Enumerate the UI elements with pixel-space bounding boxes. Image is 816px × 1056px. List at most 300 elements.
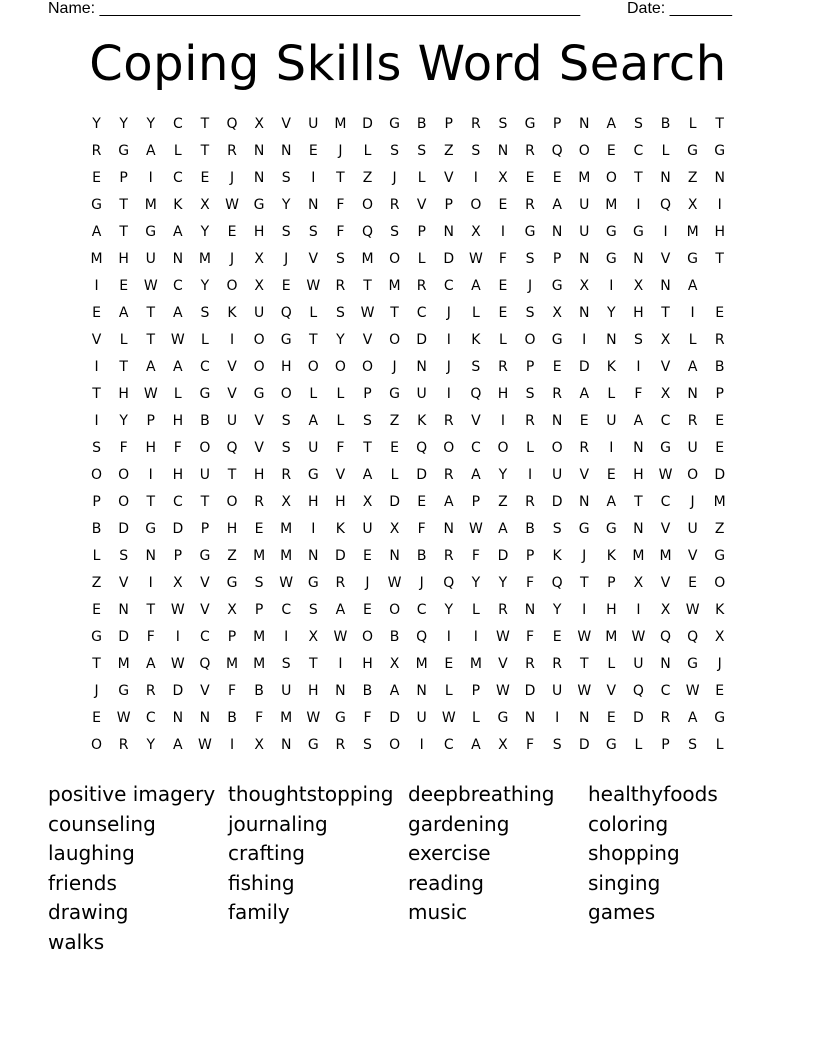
grid-row [83,192,735,219]
grid-letter: G [91,629,102,645]
grid-letter: V [91,332,102,348]
grid-letter: F [255,710,264,726]
grid-letter: U [253,305,265,321]
grid-row [83,678,735,705]
grid-row [83,111,735,138]
grid-letter: D [416,332,428,348]
grid-letter: S [335,305,345,321]
grid-letter: Q [551,143,563,159]
grid-letter: B [389,629,400,645]
word-list-item: family [228,900,290,924]
grid-letter: S [281,656,291,672]
grid-letter: F [336,224,345,240]
grid-letter: V [254,440,264,456]
grid-letter: O [389,602,401,618]
grid-letter: C [660,683,671,699]
grid-letter: P [607,575,616,591]
grid-letter: D [633,710,644,726]
grid-letter: H [335,494,346,510]
grid-letter: M [253,629,266,645]
grid-letter: X [254,116,264,132]
grid-letter: G [497,710,509,726]
grid-letter: V [200,602,210,618]
grid-letter: S [471,143,481,159]
grid-letter: J [527,278,533,294]
grid-letter: K [606,359,616,375]
grid-letter: E [552,629,562,645]
grid-letter: X [660,332,671,348]
grid-letter: S [335,251,345,267]
grid-letter: H [308,494,319,510]
word-list [48,780,768,957]
grid-letter: L [499,332,507,348]
grid-letter: A [471,737,481,753]
grid-letter: N [524,602,536,618]
grid-row [83,732,735,759]
grid-letter: A [443,494,454,510]
word-list-item: positive imagery [48,782,216,806]
grid-letter: W [279,575,294,591]
grid-letter: L [119,332,128,348]
grid-letter: A [173,737,183,753]
grid-letter: G [605,224,617,240]
grid-letter: O [253,332,265,348]
grid-letter: X [227,602,237,618]
grid-letter: C [281,602,292,618]
grid-letter: R [687,413,698,429]
grid-letter: E [390,440,399,456]
grid-letter: A [173,305,183,321]
grid-letter: Q [632,683,644,699]
grid-letter: J [284,251,289,267]
grid-letter: Y [92,116,101,132]
grid-letter: Q [660,629,672,645]
grid-letter: T [661,305,670,321]
grid-letter: E [363,602,372,618]
grid-letter: V [606,683,617,699]
grid-row [83,327,735,354]
grid-letter: L [607,656,616,672]
grid-letter: Q [199,656,211,672]
grid-letter: J [392,170,397,186]
grid-letter: I [229,332,235,348]
grid-letter: V [660,575,671,591]
grid-letter: U [633,656,644,672]
grid-letter: A [173,224,183,240]
grid-letter: S [281,224,291,240]
grid-letter: R [443,548,454,564]
grid-letter: C [416,305,427,321]
grid-letter: E [227,224,237,240]
grid-letter: G [307,575,319,591]
grid-letter: Y [200,278,210,294]
grid-letter: T [146,494,156,510]
word-list-item: reading [408,870,484,895]
grid-letter: N [389,548,400,564]
grid-letter: U [552,467,563,483]
grid-letter: Q [280,305,292,321]
grid-letter: Z [362,170,373,186]
grid-letter: D [362,116,373,132]
grid-letter: G [389,116,400,132]
grid-letter: T [309,332,318,348]
grid-letter: F [498,251,507,267]
grid-letter: E [715,305,725,321]
grid-letter: P [471,494,481,510]
grid-letter: G [118,143,130,159]
grid-letter: M [280,548,293,564]
grid-letter: I [473,170,478,186]
grid-letter: T [579,575,589,591]
grid-letter: O [226,494,238,510]
grid-letter: W [170,332,185,348]
grid-letter: D [172,521,184,537]
grid-letter: E [688,575,698,591]
grid-letter: Z [714,521,725,537]
grid-letter: W [685,602,700,618]
grid-letter: Y [146,737,156,753]
grid-letter: D [389,710,400,726]
grid-row [83,705,735,732]
grid-letter: W [198,737,212,753]
grid-letter: M [361,251,374,267]
grid-letter: G [605,251,617,267]
grid-letter: E [715,413,725,429]
grid-letter: G [91,197,102,213]
grid-letter: J [365,575,370,591]
grid-letter: A [606,116,617,132]
grid-letter: N [145,548,156,564]
grid-letter: M [578,170,591,186]
grid-letter: N [578,494,590,510]
grid-letter: W [306,278,321,294]
grid-letter: U [687,440,698,456]
grid-letter: N [660,656,671,672]
grid-letter: D [714,467,726,483]
grid-letter: N [660,170,671,186]
grid-letter: M [253,656,266,672]
grid-letter: M [334,116,347,132]
grid-letter: V [579,467,590,483]
grid-letter: R [714,332,725,348]
grid-letter: B [714,359,725,375]
grid-letter: N [687,386,698,402]
grid-letter: G [307,467,319,483]
grid-letter: L [336,386,345,402]
grid-letter: N [308,197,319,213]
grid-letter: G [687,143,699,159]
grid-letter: Z [227,548,237,564]
grid-letter: S [363,413,372,429]
grid-row [83,408,735,435]
grid-letter: L [309,386,318,402]
grid-letter: N [280,737,292,753]
grid-letter: S [525,251,535,267]
grid-letter: B [200,413,210,429]
grid-letter: X [633,278,644,294]
grid-letter: O [714,575,726,591]
grid-letter: B [362,683,373,699]
grid-letter: I [94,359,99,375]
grid-letter: S [552,737,562,753]
grid-letter: Y [119,413,128,429]
grid-letter: O [91,467,103,483]
grid-letter: S [119,548,129,564]
grid-letter: E [254,521,264,537]
grid-letter: Q [416,440,428,456]
grid-letter: Y [498,575,508,591]
grid-letter: A [471,278,481,294]
grid-letter: P [119,170,128,186]
grid-letter: C [200,359,210,375]
grid-letter: W [387,575,402,591]
grid-letter: U [308,440,319,456]
grid-letter: G [145,224,157,240]
grid-letter: H [633,467,644,483]
grid-letter: M [225,656,239,672]
grid-letter: A [173,359,183,375]
grid-letter: M [605,197,618,213]
grid-letter: R [525,143,535,159]
grid-letter: E [715,440,725,456]
grid-letter: J [582,548,587,564]
grid-letter: Q [470,386,482,402]
grid-letter: X [308,629,319,645]
grid-letter: N [280,143,292,159]
grid-letter: G [632,224,644,240]
grid-letter: L [607,386,616,402]
grid-letter: O [470,197,482,213]
grid-letter: P [471,683,481,699]
grid-letter: W [116,710,131,726]
grid-letter: P [173,548,183,564]
grid-letter: G [253,386,265,402]
grid-letter: P [227,629,237,645]
grid-letter: E [417,494,427,510]
grid-letter: I [446,332,451,348]
grid-letter: N [551,224,563,240]
grid-letter: C [660,494,671,510]
grid-letter: U [416,710,427,726]
grid-letter: M [415,656,428,672]
grid-letter: X [552,305,562,321]
grid-letter: L [634,737,643,753]
grid-letter: V [308,251,319,267]
grid-letter: N [443,224,454,240]
grid-letter: R [254,494,264,510]
grid-letter: W [496,629,510,645]
grid-letter: K [552,548,562,564]
grid-letter: S [471,359,481,375]
grid-letter: A [687,710,698,726]
grid-letter: A [91,224,102,240]
grid-letter: N [443,521,454,537]
grid-letter: U [281,683,292,699]
grid-letter: Y [607,305,616,321]
grid-letter: H [226,521,238,537]
grid-letter: H [606,602,617,618]
grid-letter: X [714,629,725,645]
grid-letter: F [146,629,155,645]
grid-letter: U [552,683,563,699]
grid-letter: T [119,224,128,240]
grid-row [83,597,735,624]
grid-letter: G [524,116,536,132]
grid-letter: W [577,683,592,699]
grid-letter: L [173,143,182,159]
grid-letter: T [336,170,345,186]
grid-letter: R [335,737,346,753]
grid-letter: G [199,548,211,564]
grid-letter: K [606,548,616,564]
grid-row [83,138,735,165]
grid-row [83,165,735,192]
grid-letter: G [714,548,726,564]
grid-letter: N [118,602,129,618]
grid-letter: F [526,629,535,645]
grid-letter: I [284,629,289,645]
grid-letter: D [416,467,428,483]
grid-letter: L [92,548,101,564]
grid-letter: Z [389,413,400,429]
grid-letter: G [334,710,346,726]
grid-letter: O [361,359,373,375]
grid-letter: R [91,143,102,159]
grid-letter: T [119,197,128,213]
grid-letter: I [500,413,506,429]
grid-letter: Y [336,332,345,348]
grid-letter: G [660,440,671,456]
grid-letter: I [636,359,641,375]
grid-letter: I [229,737,235,753]
grid-letter: M [117,656,130,672]
grid-letter: W [306,710,321,726]
grid-letter: S [525,386,535,402]
word-list-item: coloring [588,811,669,836]
grid-letter: I [609,278,614,294]
grid-letter: O [389,251,401,267]
grid-letter: Y [471,575,481,591]
grid-letter: S [308,224,318,240]
grid-letter: N [660,278,671,294]
grid-letter: F [471,548,480,564]
grid-letter: N [714,170,725,186]
grid-letter: X [254,278,264,294]
grid-letter: E [552,170,562,186]
date-field-label: Date: _______ [627,0,732,17]
word-list-item: crafting [228,841,305,865]
grid-letter: P [444,116,453,132]
grid-letter: P [661,737,670,753]
grid-letter: M [713,494,726,510]
grid-letter: E [498,305,508,321]
grid-letter: K [335,521,345,537]
grid-letter: G [551,278,563,294]
grid-letter: I [175,629,180,645]
grid-letter: I [636,602,641,618]
grid-letter: I [636,197,641,213]
word-list-item: gardening [408,811,510,836]
grid-letter: H [362,656,373,672]
grid-letter: D [524,683,536,699]
grid-letter: X [687,197,698,213]
word-list-item: friends [48,870,117,895]
grid-letter: S [498,116,508,132]
grid-letter: C [443,278,454,294]
grid-letter: E [92,602,101,618]
grid-letter: O [605,170,617,186]
grid-letter: P [146,413,155,429]
grid-letter: V [200,683,210,699]
grid-letter: F [363,710,372,726]
grid-letter: I [473,629,478,645]
grid-letter: A [145,359,156,375]
grid-letter: J [229,170,235,186]
grid-letter: N [199,710,211,726]
grid-letter: N [497,143,509,159]
grid-letter: L [688,332,697,348]
grid-letter: J [419,575,424,591]
grid-letter: I [527,467,533,483]
grid-letter: S [363,737,372,753]
grid-letter: Q [361,224,373,240]
grid-letter: H [118,386,129,402]
grid-letter: C [200,629,210,645]
grid-letter: F [227,683,237,699]
grid-letter: V [660,521,671,537]
grid-letter: A [308,413,319,429]
grid-letter: W [468,251,483,267]
grid-letter: R [470,116,481,132]
grid-letter: L [417,170,426,186]
grid-letter: A [498,521,508,537]
grid-letter: N [524,710,536,726]
grid-letter: I [582,332,587,348]
word-list-item: games [588,900,656,924]
grid-letter: T [634,170,643,186]
grid-letter: A [633,413,644,429]
grid-letter: G [605,521,617,537]
grid-letter: N [172,710,184,726]
grid-letter: M [388,278,401,294]
grid-row [83,273,735,300]
grid-letter: V [660,251,671,267]
grid-letter: A [687,278,698,294]
grid-letter: D [172,683,184,699]
grid-letter: M [469,656,482,672]
grid-letter: N [578,116,590,132]
grid-letter: N [578,251,590,267]
grid-letter: V [362,332,373,348]
grid-letter: Q [687,629,699,645]
grid-letter: E [715,683,725,699]
grid-letter: A [552,197,562,213]
grid-letter: N [578,305,590,321]
grid-letter: R [443,413,454,429]
grid-letter: V [498,656,508,672]
grid-letter: L [661,143,670,159]
grid-letter: X [660,602,671,618]
grid-letter: A [118,305,129,321]
grid-row [83,300,735,327]
grid-letter: A [362,467,373,483]
grid-letter: Y [200,224,210,240]
grid-letter: L [526,440,534,456]
grid-letter: I [338,656,343,672]
grid-letter: M [144,197,157,213]
grid-letter: N [606,332,617,348]
grid-letter: D [118,629,130,645]
